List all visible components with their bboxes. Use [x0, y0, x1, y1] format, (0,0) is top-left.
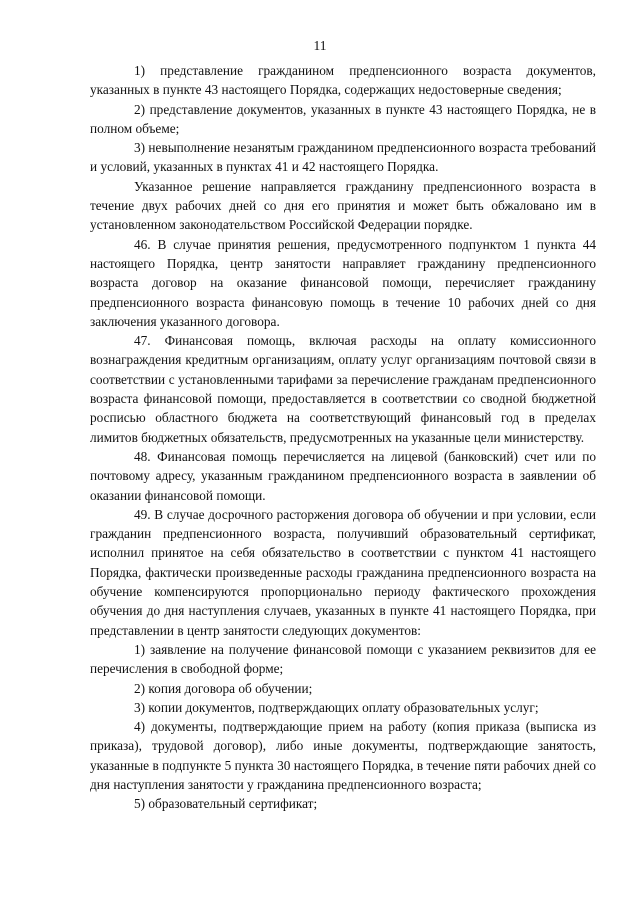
paragraph-49-item-2: 2) копия договора об обучении; [134, 680, 313, 696]
paragraph-48: 48. Финансовая помощь перечисляется на лицевой (банковский) счет или по почтовому адресу, указанным гражданином предпенсионного возраста в заявлении об оказании финансовой помощи. [90, 448, 596, 503]
paragraph-49-item-5: 5) образовательный сертификат; [134, 796, 318, 812]
paragraph-subitem-3: 3) невыполнение незанятым гражданином предпенсионного возраста требований и условий, указанных в пунктах 41 и 42 настоящего Порядка. [90, 140, 596, 175]
paragraph-49-item-3: 3) копии документов, подтверждающих оплату образовательных услуг; [134, 699, 539, 715]
paragraph-49: 49. В случае досрочного расторжения договора об обучении и при условии, если гражданин предпенсионного возраста, получивший образовательный сертификат, исполнил принятое на себя обязательство в соответствии с пунктом 41 настоящего Порядка, фактически произведенные расходы гражданина предпенсионного возраста на обучение компенсируются пропорционально периоду фактического прохождения обучения до дня наступления случаев, указанных в пункте 41 настоящего Порядка, при представлении в центр занятости следующих документов: [90, 506, 596, 638]
paragraph-subitem-2: 2) представление документов, указанных в пункте 43 настоящего Порядка, не в полном объеме; [90, 101, 596, 136]
paragraph-47: 47. Финансовая помощь, включая расходы на оплату комиссионного вознаграждения кредитным организациям, оплату услуг организациям почтовой связи в соответствии с установленными тарифами за перечисление гражданам предпенсионного возраста финансовой помощи, предоставляется в соответствии со сводной бюджетной росписью областного бюджета на соответствующий финансовый год в пределах лимитов бюджетных обязательств, предусмотренных на указанные цели министерству. [90, 333, 596, 445]
paragraph-46: 46. В случае принятия решения, предусмотренного подпунктом 1 пункта 44 настоящего Порядка, центр занятости направляет гражданину предпенсионного возраста договор на оказание финансовой помощи, перечисляет гражданину предпенсионного возраста финансовую помощь в течение 10 рабочих дней со дня заключения указанного договора. [90, 236, 596, 329]
page-number: 11 [313, 38, 327, 53]
document-body [90, 61, 596, 814]
paragraph-subitem-1: 1) представление гражданином предпенсионного возраста документов, указанных в пункте 43 настоящего Порядка, содержащих недостоверные сведения; [90, 63, 596, 98]
paragraph-decision-notice: Указанное решение направляется гражданину предпенсионного возраста в течение двух рабочих дней со дня его принятия и может быть обжаловано им в установленном законодательством Российской Федерации порядке. [90, 178, 596, 233]
paragraph-49-item-4: 4) документы, подтверждающие прием на работу (копия приказа (выписка из приказа), трудовой договор), либо иные документы, подтверждающие занятость, указанные в подпункте 5 пункта 30 настоящего Порядка, в течение пяти рабочих дней со дня наступления занятости у гражданина предпенсионного возраста; [90, 719, 596, 792]
paragraph-49-item-1: 1) заявление на получение финансовой помощи с указанием реквизитов для ее перечисления в свободной форме; [90, 641, 596, 677]
